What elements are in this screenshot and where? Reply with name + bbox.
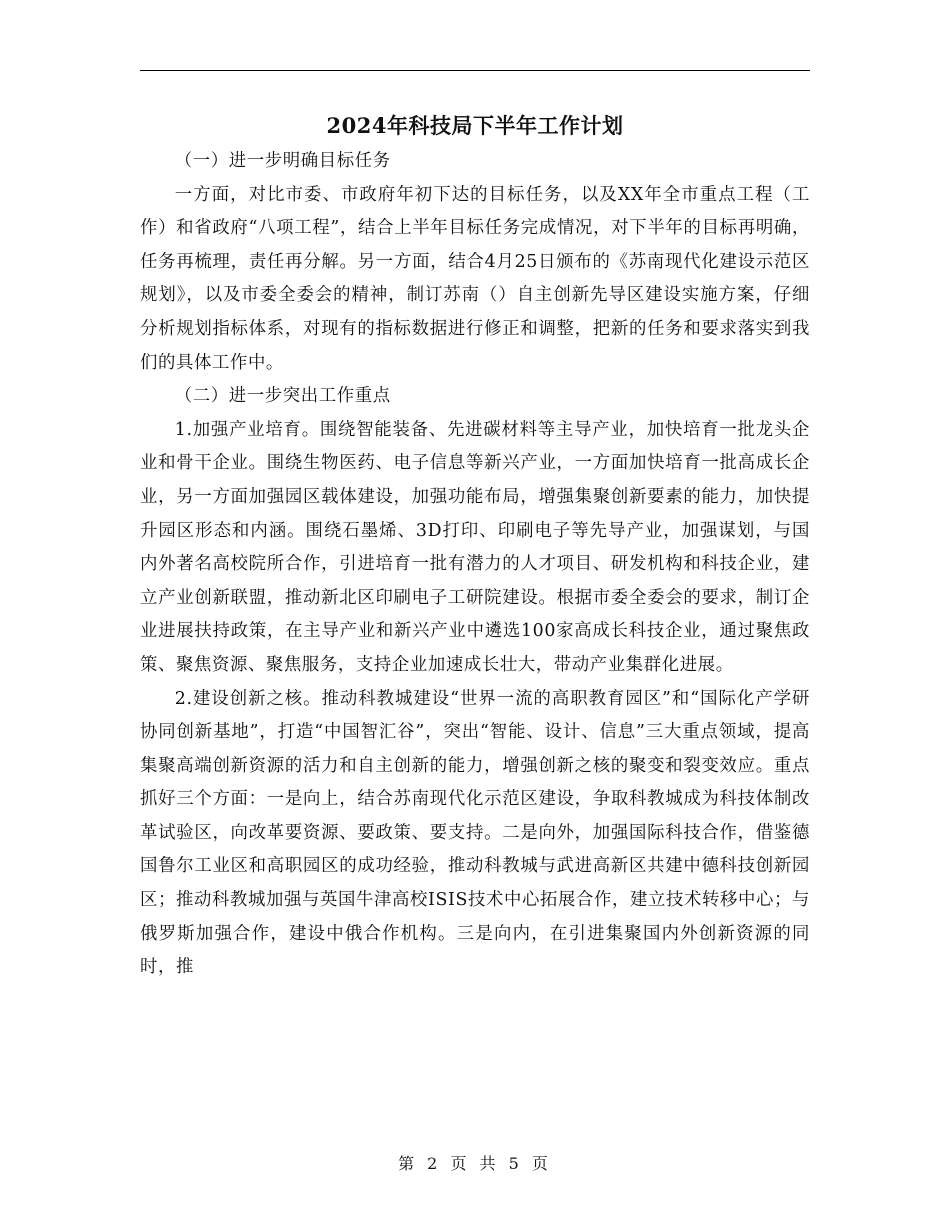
document-title: 2024年科技局下半年工作计划 [326, 113, 624, 138]
header-rule [140, 70, 810, 71]
document-body [140, 145, 810, 985]
paragraph-1: 一方面，对比市委、市政府年初下达的目标任务，以及XX年全市重点工程（工作）和省政府“八项工程”，结合上半年目标任务完成情况，对下半年的目标再明确，任务再梳理，责任再分解。另一方面，结合4月25日颁布的《苏南现代化建设示范区规划》，以及市委全委会的精神，制订苏南（）自主创新先导区建设实施方案，仔细分析规划指标体系，对现有的指标数据进行修正和调整，把新的任务和要求落实到我们的具体工作中。 [140, 184, 810, 373]
section-heading-2: （二）进一步突出工作重点 [174, 386, 391, 407]
page-footer: 第 2 页 共 5 页 [398, 1154, 552, 1173]
section-heading-1: （一）进一步明确目标任务 [174, 151, 391, 171]
paragraph-2: 1.加强产业培育。围绕智能装备、先进碳材料等主导产业，加快培育一批龙头企业和骨干企业。围绕生物医药、电子信息等新兴产业，一方面加快培育一批高成长企业，另一方面加强园区载体建设，加强功能布局，增强集聚创新要素的能力，加快提升园区形态和内涵。围绕石墨烯、3D打印、印刷电子等先导产业，加强谋划，与国内外著名高校院所合作，引进培育一批有潜力的人才项目、研发机构和科技企业，建立产业创新联盟，推动新北区印刷电子工研院建设。根据市委全委会的要求，制订企业进展扶持政策，在主导产业和新兴产业中遴选100家高成长科技企业，通过聚焦政策、聚焦资源、聚焦服务，支持企业加速成长壮大，带动产业集群化进展。 [140, 419, 810, 675]
paragraph-3: 2.建设创新之核。推动科教城建设“世界一流的高职教育园区”和“国际化产学研协同创新基地”，打造“中国智汇谷”，突出“智能、设计、信息”三大重点领域，提高集聚高端创新资源的活力和自主创新的能力，增强创新之核的聚变和裂变效应。重点抓好三个方面：一是向上，结合苏南现代化示范区建设，争取科教城成为科技体制改革试验区，向改革要资源、要政策、要支持。二是向外，加强国际科技合作，借鉴德国鲁尔工业区和高职园区的成功经验，推动科教城与武进高新区共建中德科技创新园区；推动科教城加强与英国牛津高校ISIS技术中心拓展合作，建立技术转移中心；与俄罗斯加强合作，建设中俄合作机构。三是向内，在引进集聚国内外创新资源的同时，推 [140, 688, 810, 978]
